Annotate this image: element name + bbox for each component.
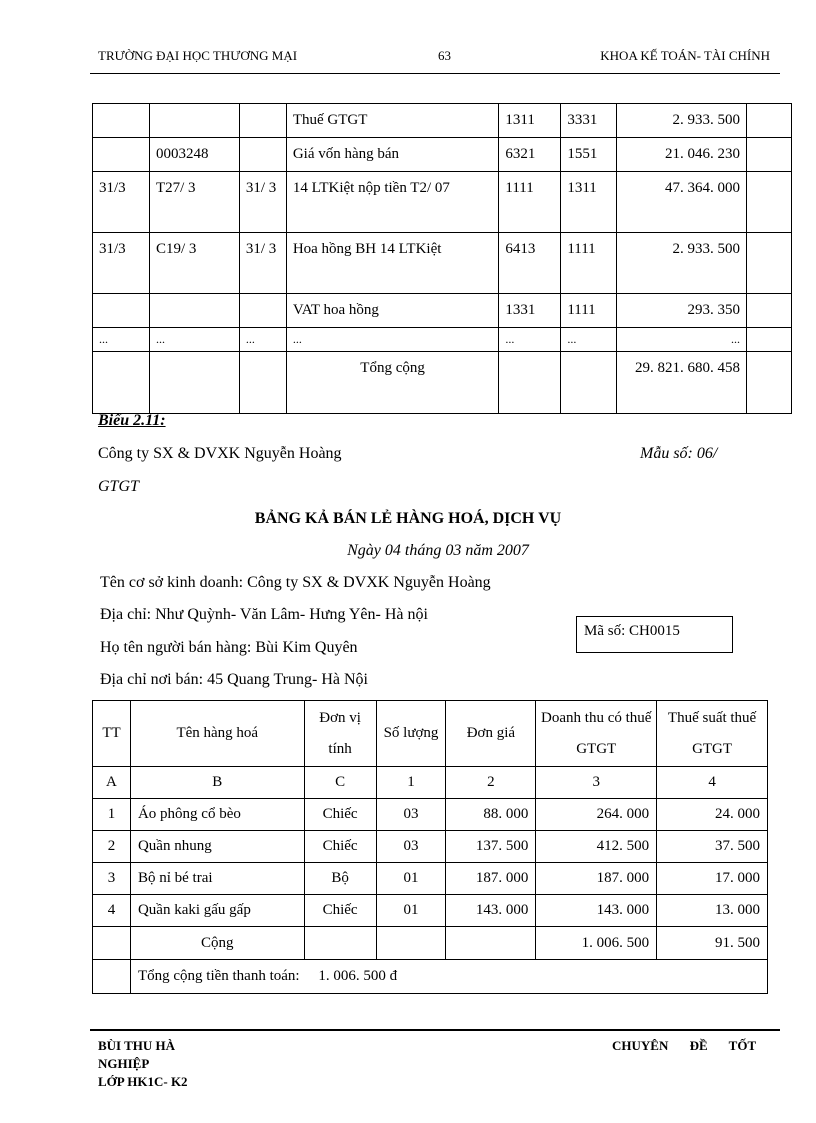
column-code-cell: 3 (536, 767, 657, 799)
ledger-total-value: 29. 821. 680. 458 (617, 352, 747, 414)
ledger-cell (93, 104, 150, 138)
sales-cell: 187. 000 (446, 863, 536, 895)
ledger-cell (747, 352, 792, 414)
sales-cell (304, 927, 376, 960)
ledger-row (93, 233, 792, 294)
ledger-cell: 47. 364. 000 (617, 172, 747, 233)
column-code-cell: B (130, 767, 304, 799)
sales-cell: 3 (93, 863, 131, 895)
sales-cell: 37. 500 (657, 831, 768, 863)
company-line: Công ty SX & DVXK Nguyễn Hoàng (98, 445, 342, 462)
sales-cell: 412. 500 (536, 831, 657, 863)
sales-cell (93, 927, 131, 960)
ledger-cell: 14 LTKiệt nộp tiền T2/ 07 (286, 172, 499, 233)
ledger-cell: ... (617, 328, 747, 352)
column-code-cell: C (304, 767, 376, 799)
ledger-cell: 6413 (499, 233, 561, 294)
footer-class: LỚP HK1C- K2 (98, 1074, 188, 1089)
column-code-cell: A (93, 767, 131, 799)
ledger-cell (93, 138, 150, 172)
ledger-cell (747, 233, 792, 294)
ledger-cell: Giá vốn hàng bán (286, 138, 499, 172)
ledger-cell (747, 138, 792, 172)
ledger-cell: 21. 046. 230 (617, 138, 747, 172)
sales-cell: Quần nhung (130, 831, 304, 863)
sales-cell (446, 927, 536, 960)
sale-address: Địa chỉ nơi bán: 45 Quang Trung- Hà Nội (100, 671, 368, 688)
sales-cell: 143. 000 (536, 895, 657, 927)
ledger-cell: 293. 350 (617, 294, 747, 328)
sales-row (93, 831, 768, 863)
sales-cell: Bộ (304, 863, 376, 895)
ledger-cell: 31/3 (93, 172, 150, 233)
footer-rule (90, 1029, 780, 1031)
ledger-cell: ... (561, 328, 617, 352)
sales-cell: 24. 000 (657, 799, 768, 831)
sales-cell: 17. 000 (657, 863, 768, 895)
sales-cell: 13. 000 (657, 895, 768, 927)
ledger-row (93, 294, 792, 328)
ledger-cell: 1111 (561, 233, 617, 294)
ledger-cell: 0003248 (149, 138, 239, 172)
ledger-total-row (93, 352, 792, 414)
sales-cell: Chiếc (304, 895, 376, 927)
sales-table (92, 700, 768, 994)
sales-cell (376, 927, 446, 960)
header-school-name: TRƯỜNG ĐẠI HỌC THƯƠNG MẠI (98, 48, 298, 63)
ledger-row (93, 172, 792, 233)
code-box: Mã số: CH0015 (576, 616, 733, 653)
footer-right: CHUYÊN ĐỀ TỐT (612, 1038, 757, 1053)
sum-revenue: 1. 006. 500 (536, 927, 657, 960)
seller-name: Họ tên người bán hàng: Bùi Kim Quyên (100, 639, 358, 656)
ledger-cell (747, 104, 792, 138)
ledger-cell: T27/ 3 (149, 172, 239, 233)
sales-cell: Áo phông cổ bèo (130, 799, 304, 831)
sales-cell: 88. 000 (446, 799, 536, 831)
ledger-cell: VAT hoa hồng (286, 294, 499, 328)
header-page-number: 63 (438, 48, 451, 63)
sales-cell: 01 (376, 863, 446, 895)
ledger-row (93, 104, 792, 138)
ledger-cell: 1111 (561, 294, 617, 328)
ledger-cell (747, 172, 792, 233)
ledger-cell: 6321 (499, 138, 561, 172)
ledger-cell: 1311 (561, 172, 617, 233)
document-title: BẢNG KẢ BÁN LẺ HÀNG HOÁ, DỊCH VỤ (254, 510, 562, 527)
sales-header-cell: Doanh thu có thuế GTGT (536, 701, 657, 767)
ledger-cell (93, 294, 150, 328)
ledger-cell: 1331 (499, 294, 561, 328)
sales-cell: 03 (376, 799, 446, 831)
sales-header-cell: Đơn vị tính (304, 701, 376, 767)
sum-label: Cộng (130, 927, 304, 960)
ledger-cell (239, 104, 286, 138)
sales-cell: 2 (93, 831, 131, 863)
sales-cell: Chiếc (304, 831, 376, 863)
sales-row (93, 799, 768, 831)
sales-cell: 1 (93, 799, 131, 831)
business-name: Tên cơ sở kinh doanh: Công ty SX & DVXK Nguyễn Hoàng (100, 574, 491, 591)
sales-cell: Quần kaki gấu gấp (130, 895, 304, 927)
ledger-cell: ... (286, 328, 499, 352)
sales-row (93, 895, 768, 927)
ledger-cell: Hoa hồng BH 14 LTKiệt (286, 233, 499, 294)
figure-label: Biểu 2.11: (98, 412, 166, 429)
column-code-cell: 1 (376, 767, 446, 799)
sales-row (93, 863, 768, 895)
ledger-cell: 3331 (561, 104, 617, 138)
ledger-cell: ... (93, 328, 150, 352)
footer-note: NGHIỆP (98, 1056, 150, 1071)
sales-cell: 264. 000 (536, 799, 657, 831)
document-date: Ngày 04 tháng 03 năm 2007 (347, 542, 529, 559)
ledger-cell: 31/3 (93, 233, 150, 294)
footer-author: BÙI THU HÀ (98, 1038, 176, 1053)
page-header (98, 48, 770, 68)
footer-left (98, 1037, 188, 1091)
sales-cell: 137. 500 (446, 831, 536, 863)
sales-grand-total-row (93, 960, 768, 994)
sum-tax: 91. 500 (657, 927, 768, 960)
ledger-total-label: Tổng cộng (286, 352, 499, 414)
ledger-cell: ... (149, 328, 239, 352)
ledger-cell: 31/ 3 (239, 233, 286, 294)
sales-header-cell: Số lượng (376, 701, 446, 767)
ledger-cell (149, 104, 239, 138)
ledger-cell (239, 138, 286, 172)
sales-cell: 03 (376, 831, 446, 863)
sales-cell: Chiếc (304, 799, 376, 831)
ledger-cell: 1111 (499, 172, 561, 233)
sales-header-cell: Thuế suất thuế GTGT (657, 701, 768, 767)
ledger-cell (149, 294, 239, 328)
sales-sum-row (93, 927, 768, 960)
ledger-cell (747, 328, 792, 352)
column-code-cell: 4 (657, 767, 768, 799)
sales-column-code-row (93, 767, 768, 799)
column-code-cell: 2 (446, 767, 536, 799)
sales-cell: Bộ nỉ bé trai (130, 863, 304, 895)
sales-cell: 4 (93, 895, 131, 927)
sales-cell: 01 (376, 895, 446, 927)
ledger-cell: Thuế GTGT (286, 104, 499, 138)
header-rule (90, 73, 780, 74)
ledger-cell: 2. 933. 500 (617, 233, 747, 294)
ledger-cell: ... (239, 328, 286, 352)
ledger-cell: C19/ 3 (149, 233, 239, 294)
form-code: Mẫu số: 06/ (640, 445, 718, 462)
ledger-cell: 2. 933. 500 (617, 104, 747, 138)
sales-header-cell: Tên hàng hoá (130, 701, 304, 767)
ledger-cell (561, 352, 617, 414)
ledger-cell (149, 352, 239, 414)
sales-header-cell: Đơn giá (446, 701, 536, 767)
grand-total: Tổng cộng tiền thanh toán: 1. 006. 500 đ (130, 960, 767, 994)
ledger-table (92, 103, 792, 414)
ledger-cell: 1311 (499, 104, 561, 138)
sales-header-row (93, 701, 768, 767)
ledger-cell (239, 294, 286, 328)
ledger-cell: ... (499, 328, 561, 352)
sales-header-cell: TT (93, 701, 131, 767)
sales-cell (93, 960, 131, 994)
form-code-continued: GTGT (98, 478, 139, 495)
ledger-row (93, 138, 792, 172)
business-address: Địa chỉ: Như Quỳnh- Văn Lâm- Hưng Yên- Hà nội (100, 606, 428, 623)
ledger-cell (499, 352, 561, 414)
ledger-cell (93, 352, 150, 414)
header-faculty-name: KHOA KẾ TOÁN- TÀI CHÍNH (600, 48, 770, 63)
ledger-row (93, 328, 792, 352)
ledger-cell: 31/ 3 (239, 172, 286, 233)
ledger-cell (747, 294, 792, 328)
ledger-cell: 1551 (561, 138, 617, 172)
ledger-cell (239, 352, 286, 414)
sales-cell: 143. 000 (446, 895, 536, 927)
sales-cell: 187. 000 (536, 863, 657, 895)
